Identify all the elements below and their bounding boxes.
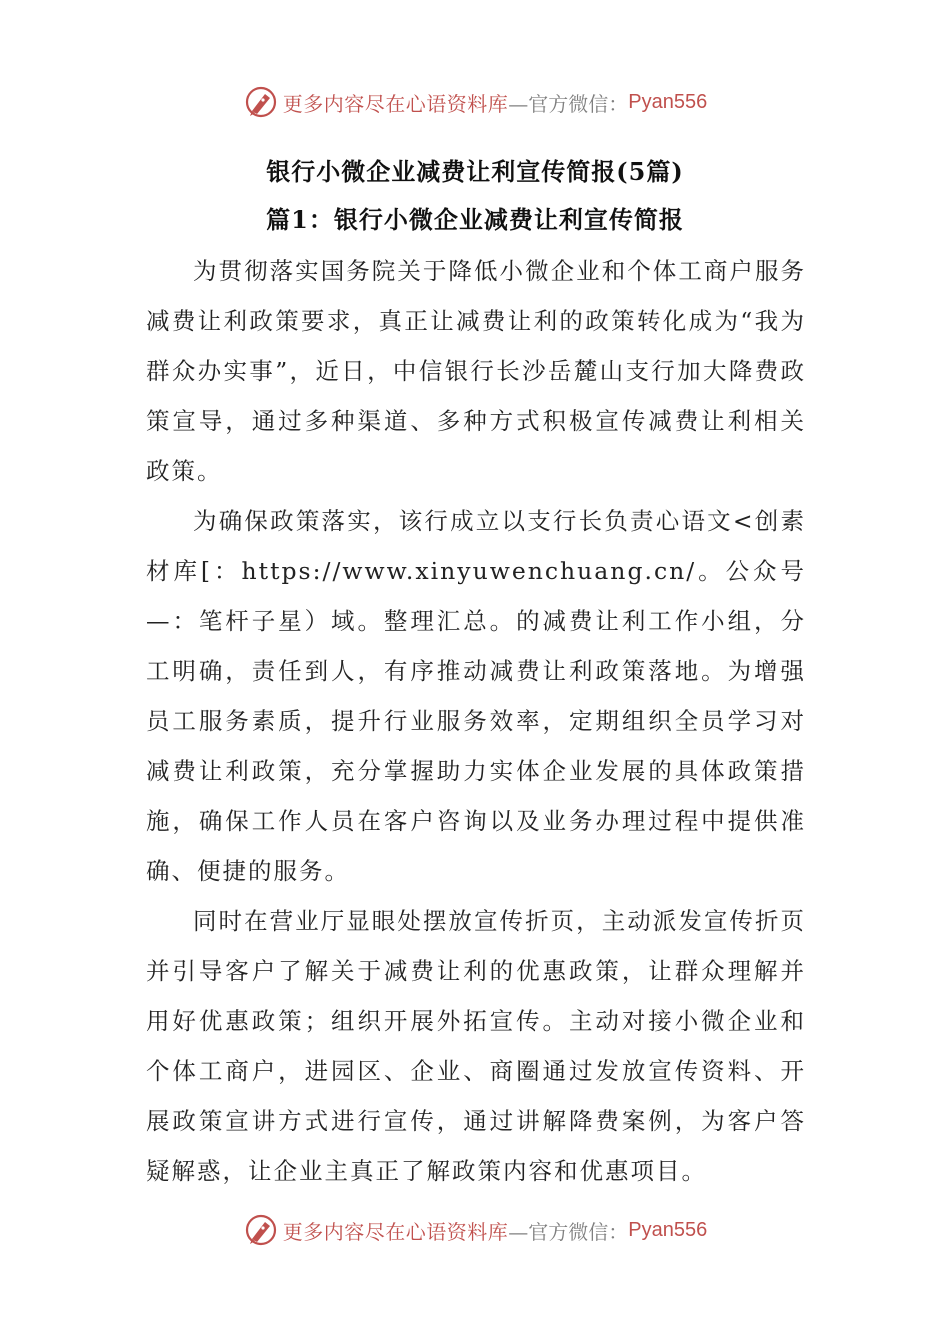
section-title: 篇1：银行小微企业减费让利宣传简报	[266, 205, 684, 234]
footer-banner	[0, 1210, 950, 1250]
banner-wechat-id: Pyan556	[628, 90, 708, 113]
paragraph: 同时在营业厅显眼处摆放宣传折页，主动派发宣传折页并引导客户了解关于减费让利的优惠政策，让群众理解并用好优惠政策；组织开展外拓宣传。主动对接小微企业和个体工商户，进园区、企业、商圈通过发放宣传资料、开展政策宣讲方式进行宣传，通过讲解降费案例，为客户答疑解惑，让企业主真正了解政策内容和优惠项目。	[146, 907, 806, 1185]
banner-text: 更多内容尽在心语资料库	[282, 91, 509, 116]
pen-nib-logo-icon	[243, 1212, 279, 1248]
paragraph: 为确保政策落实，该行成立以支行长负责心语文<创素材库[：https://www.xinyuwenchuang.cn/。公众号—：笔杆子星）域。整理汇总。的减费让利工作小组，分工明确，责任到人，有序推动减费让利政策落地。为增强员工服务素质，提升行业服务效率，定期组织全员学习对减费让利政策，充分掌握助力实体企业发展的具体政策措施，确保工作人员在客户咨询以及业务办理过程中提供准确、便捷的服务。	[146, 507, 806, 885]
banner-suffix: —官方微信：	[508, 1219, 629, 1244]
banner-text: 更多内容尽在心语资料库	[282, 1219, 509, 1244]
paragraph: 为贯彻落实国务院关于降低小微企业和个体工商户服务减费让利政策要求，真正让减费让利的政策转化成为“我为群众办实事”，近日，中信银行长沙岳麓山支行加大降费政策宣导，通过多种渠道、多种方式积极宣传减费让利相关政策。	[146, 257, 806, 485]
banner-suffix: —官方微信：	[508, 91, 629, 116]
banner-wechat-id: Pyan556	[628, 1218, 708, 1241]
pen-nib-logo-icon	[243, 84, 279, 120]
document-title: 银行小微企业减费让利宣传简报(5篇)	[266, 157, 684, 186]
document-body	[146, 246, 806, 1196]
header-banner	[0, 82, 950, 122]
